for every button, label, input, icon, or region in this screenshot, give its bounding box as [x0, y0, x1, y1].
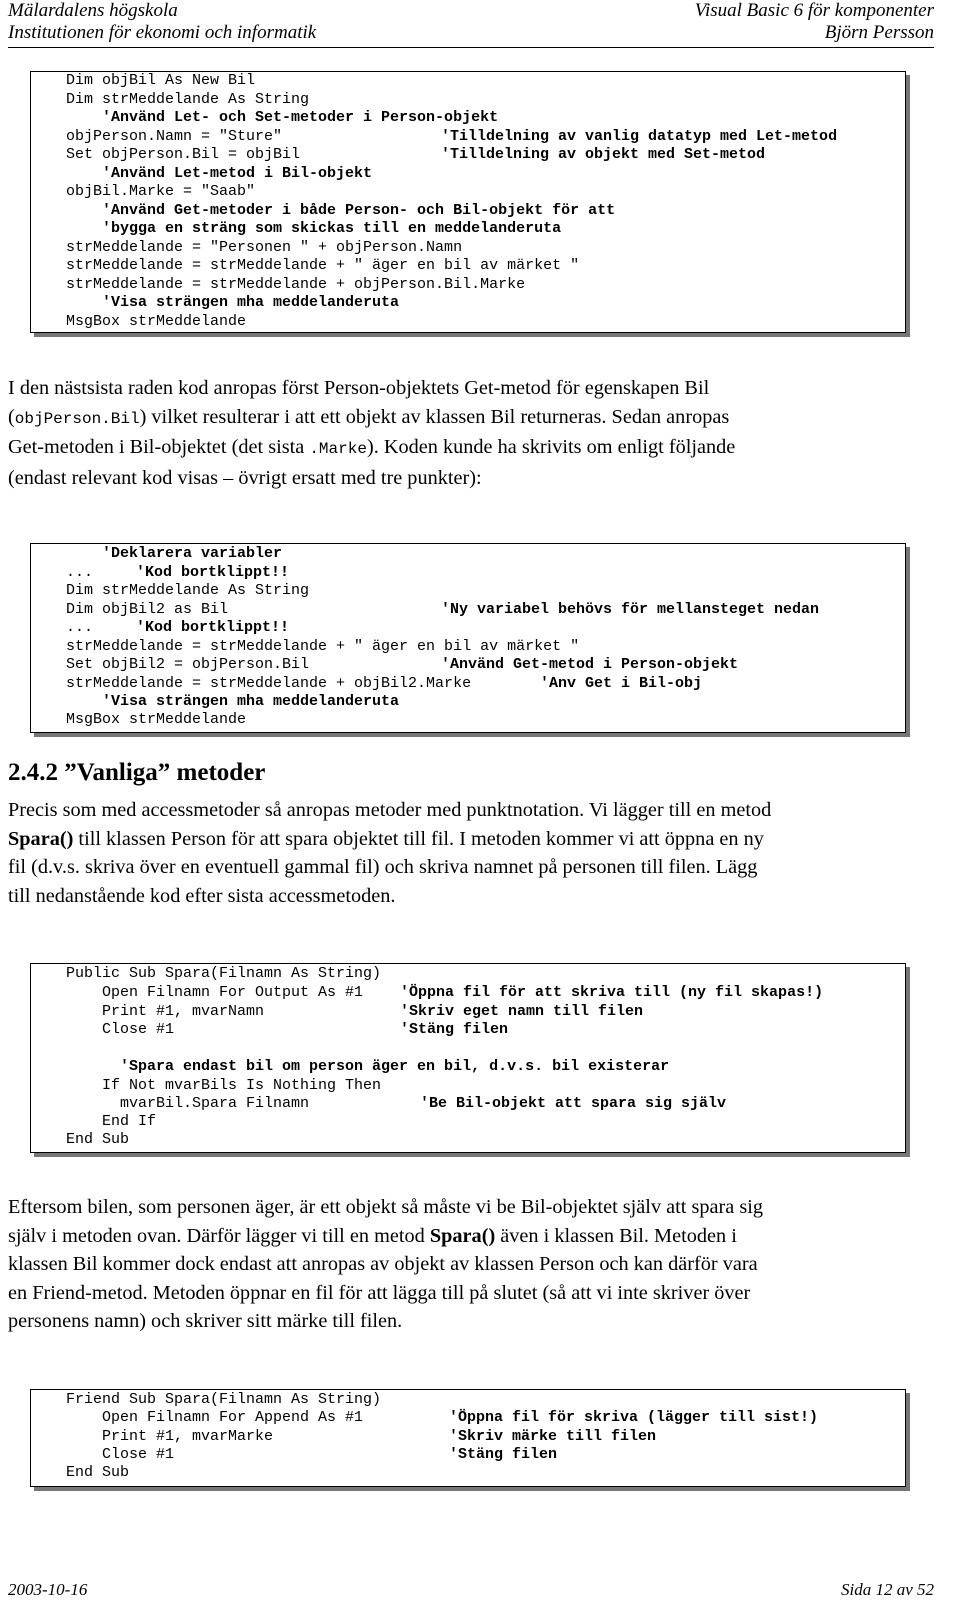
method-name: Spara(): [8, 827, 74, 850]
footer-page-number: Sida 12 av 52: [840, 1580, 934, 1599]
code-comment: 'Be Bil-objekt att spara sig själv: [420, 1095, 727, 1112]
header-author: Björn Persson: [824, 22, 934, 43]
code-line: End If: [66, 1113, 157, 1130]
code-line: End Sub: [66, 1131, 130, 1148]
text-span: själv i metoden ovan. Därför lägger vi till en metod: [8, 1224, 430, 1247]
text-line: Precis som med accessmetoder så anropas metoder med punktnotation. Vi lägger till en metod: [8, 799, 772, 821]
code-block-4: [30, 1389, 906, 1487]
code-line: strMeddelande = strMeddelande + objBil2.Marke: [66, 675, 472, 692]
code-comment: 'Stäng filen: [449, 1446, 558, 1463]
code-comment: 'Tilldelning av objekt med Set-metod: [441, 146, 766, 163]
paragraph-1: [8, 374, 933, 492]
footer-date: 2003-10-16: [8, 1580, 88, 1599]
text-span: ). Koden kunde ha skrivits om enligt följande: [366, 436, 736, 459]
code-line: Print #1, mvarNamn: [66, 1003, 265, 1020]
code-line: objPerson.Namn = "Sture": [66, 128, 283, 145]
code-line: Friend Sub Spara(Filnamn As String): [66, 1391, 382, 1408]
text-line: till nedanstående kod efter sista accessmetoden.: [8, 884, 396, 907]
text-line: [8, 403, 933, 434]
code-comment: 'Skriv märke till filen: [449, 1428, 657, 1445]
code-line: End Sub: [66, 1464, 130, 1481]
method-name: Spara(): [429, 1224, 496, 1247]
code-block-3: [30, 963, 906, 1153]
text-span: Get-metoden i Bil-objektet (det sista: [8, 436, 310, 459]
header-rule: [8, 47, 934, 48]
code-line: If Not mvarBils Is Nothing Then: [66, 1077, 382, 1094]
code-comment: 'Ny variabel behövs för mellansteget nedan: [441, 601, 820, 618]
text-span: till klassen Person för att spara objektet till fil. I metoden kommer vi att öppna en ny: [73, 827, 764, 850]
code-block-1: [30, 71, 906, 333]
code-comment: 'Öppna fil för att skriva till (ny fil skapas!): [400, 984, 824, 1001]
code-line: strMeddelande = "Personen " + objPerson.Namn: [66, 239, 463, 256]
text-line: personens namn) och skriver sitt märke till filen.: [8, 1310, 403, 1333]
code-line: strMeddelande = strMeddelande + " äger en bil av märket ": [66, 257, 580, 274]
code-comment: 'Kod bortklippt!!: [136, 619, 290, 636]
code-block-2: [30, 543, 906, 733]
text-span: även i klassen Bil. Metoden i: [495, 1224, 737, 1247]
code-comment: 'Stäng filen: [400, 1021, 509, 1038]
code-comment: 'Visa strängen mha meddelanderuta: [66, 693, 400, 710]
code-comment: 'Anv Get i Bil-obj: [540, 675, 703, 692]
text-span: (: [8, 405, 15, 428]
code-comment: 'Spara endast bil om person äger en bil, d.v.s. bil existerar: [66, 1058, 670, 1075]
code-line: MsgBox strMeddelande: [66, 711, 247, 728]
code-comment: 'Kod bortklippt!!: [136, 564, 290, 581]
paragraph-3: [8, 1193, 933, 1336]
code-line: strMeddelande = strMeddelande + objPerson.Bil.Marke: [66, 276, 526, 293]
code-comment: 'Tilldelning av vanlig datatyp med Let-metod: [441, 128, 838, 145]
code-line: ...: [66, 564, 94, 581]
code-comment: 'Använd Let- och Set-metoder i Person-objekt: [66, 109, 499, 126]
code-comment: 'Använd Let-metod i Bil-objekt: [66, 165, 373, 182]
code-line: objBil.Marke = "Saab": [66, 183, 256, 200]
text-line: [8, 825, 933, 854]
paragraph-2: [8, 796, 933, 910]
code-line: Dim objBil2 as Bil: [66, 601, 229, 618]
code-line: Close #1: [66, 1446, 175, 1463]
text-line: fil (d.v.s. skriva över en eventuell gammal fil) och skriva namnet på personen till filen. Lägg: [8, 856, 758, 879]
text-line: (endast relevant kod visas – övrigt ersatt med tre punkter):: [8, 466, 482, 489]
text-line: [8, 1222, 933, 1251]
code-comment: 'Använd Get-metod i Person-objekt: [441, 656, 739, 673]
inline-code: .Marke: [309, 440, 367, 459]
code-line: Open Filnamn For Output As #1: [66, 984, 364, 1001]
code-comment: 'Öppna fil för skriva (lägger till sist!): [449, 1409, 819, 1426]
code-comment: 'bygga en sträng som skickas till en meddelanderuta: [66, 220, 562, 237]
code-line: MsgBox strMeddelande: [66, 313, 247, 330]
section-heading: 2.4.2 ”Vanliga” metoder: [8, 759, 266, 786]
code-line: mvarBil.Spara Filnamn: [66, 1095, 310, 1112]
code-comment: 'Deklarera variabler: [66, 545, 283, 562]
code-line: Public Sub Spara(Filnamn As String): [66, 965, 382, 982]
code-line: strMeddelande = strMeddelande + " äger en bil av märket ": [66, 638, 580, 655]
header-institution: Mälardalens högskola: [8, 0, 178, 21]
text-line: I den nästsista raden kod anropas först Person-objektets Get-metod för egenskapen Bil: [8, 377, 710, 399]
code-line: Dim objBil As New Bil: [66, 72, 256, 89]
code-line: Dim strMeddelande As String: [66, 91, 310, 108]
code-line: Set objBil2 = objPerson.Bil: [66, 656, 310, 673]
text-span: ) vilket resulterar i att ett objekt av klassen Bil returneras. Sedan anropas: [139, 405, 730, 428]
header-course-title: Visual Basic 6 för komponenter: [694, 0, 934, 21]
text-line: Eftersom bilen, som personen äger, är ett objekt så måste vi be Bil-objektet själv att spara sig: [8, 1196, 764, 1218]
text-line: en Friend-metod. Metoden öppnar en fil för att lägga till på slutet (så att vi inte skriver över: [8, 1281, 751, 1304]
inline-code: objPerson.Bil: [14, 409, 140, 428]
code-line: Close #1: [66, 1021, 175, 1038]
text-line: klassen Bil kommer dock endast att anropas av objekt av klassen Person och kan därför vara: [8, 1253, 758, 1276]
code-comment: 'Skriv eget namn till filen: [400, 1003, 644, 1020]
code-line: Dim strMeddelande As String: [66, 582, 310, 599]
text-line: [8, 433, 933, 464]
code-comment: 'Visa strängen mha meddelanderuta: [66, 294, 400, 311]
code-line: Set objPerson.Bil = objBil: [66, 146, 301, 163]
code-line: Open Filnamn For Append As #1: [66, 1409, 364, 1426]
code-comment: 'Använd Get-metoder i både Person- och Bil-objekt för att: [66, 202, 616, 219]
header-department: Institutionen för ekonomi och informatik: [8, 22, 317, 43]
code-line: Print #1, mvarMarke: [66, 1428, 274, 1445]
code-line: ...: [66, 619, 94, 636]
